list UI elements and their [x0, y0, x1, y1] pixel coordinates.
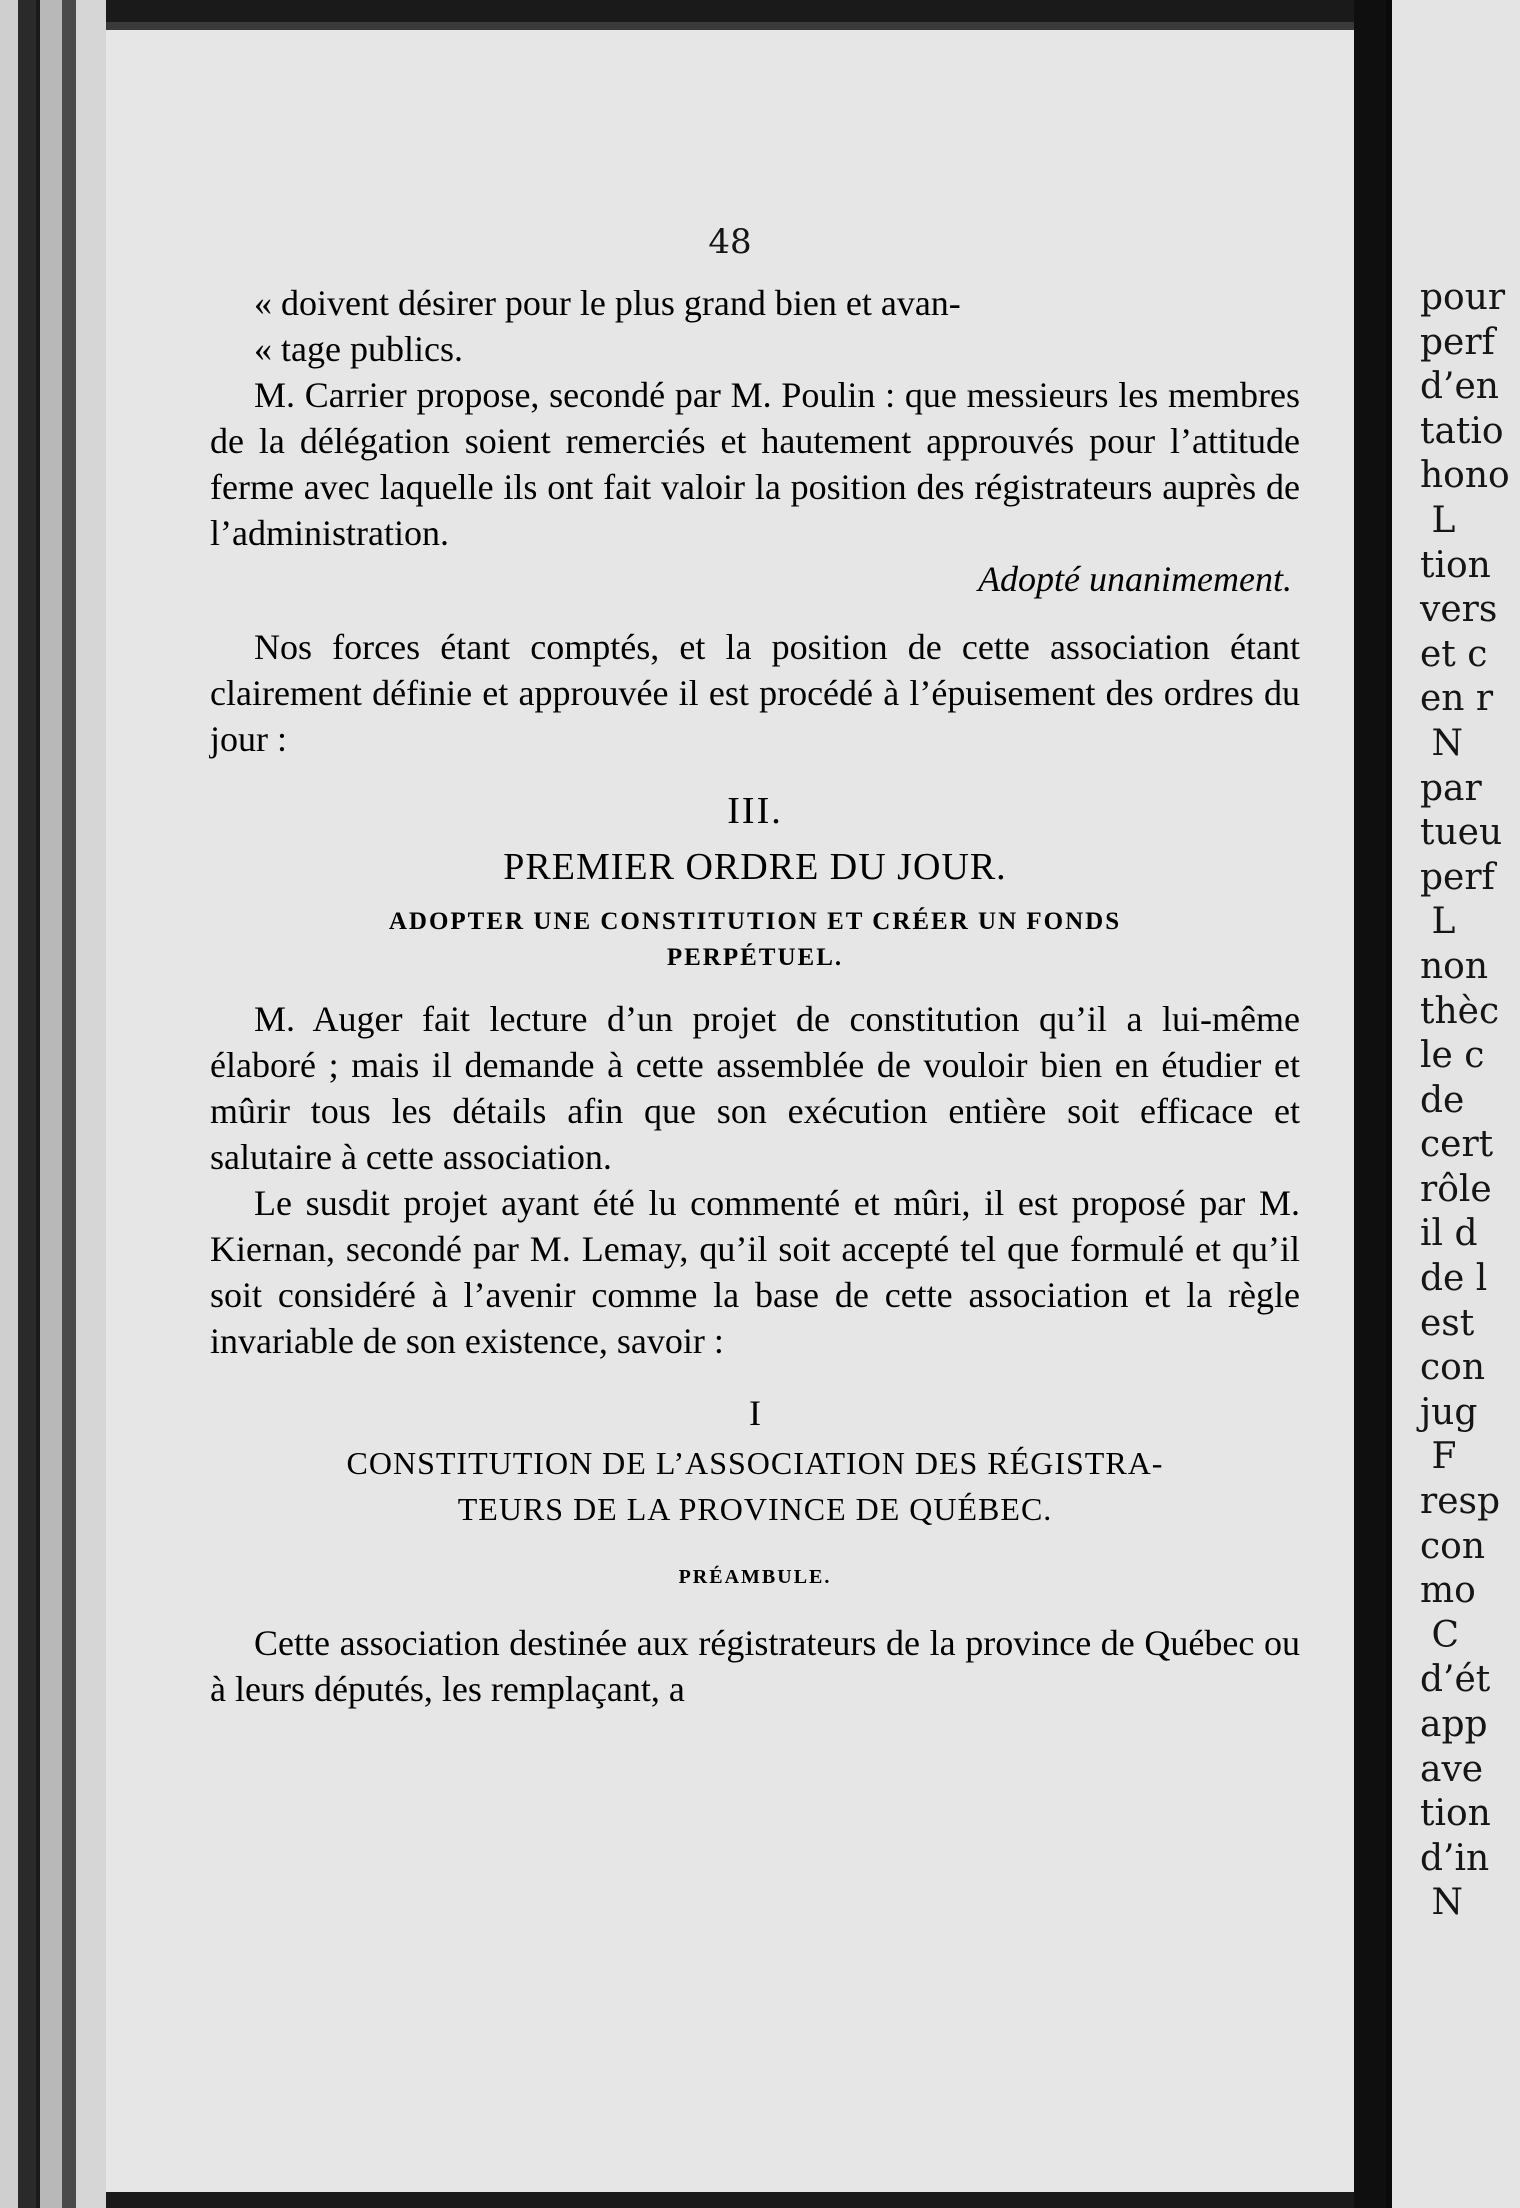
- book-gutter: [1354, 0, 1386, 2208]
- page-edge: [40, 0, 62, 2208]
- preamble-heading: PRÉAMBULE.: [678, 1566, 832, 1588]
- section-title: PREMIER ORDRE DU JOUR.: [503, 846, 1007, 888]
- paragraph: M. Carrier propose, secondé par M. Poulin : que messieurs les membres de la délégation soient remerciés et hautement approuvés pour l’attitude ferme avec laquelle ils ont fait valoir la position des régistrateurs auprès de l’administration.: [210, 375, 1300, 553]
- paragraph: Cette association destinée aux régistrateurs de la province de Québec ou à leurs députés, les remplaçant, a: [210, 1623, 1300, 1709]
- page-text: [210, 180, 1300, 1712]
- right-page: [1386, 0, 1520, 2208]
- right-page-text-fragments: pour perf d’en tatio hono L tion vers et c en r N par tueu perf L non thèc le c de cert rôle il d de l est con jug F resp con mo C d’ét app ave tion d’in N: [1420, 277, 1510, 1924]
- constitution-number: I: [749, 1393, 761, 1433]
- section-number: III.: [727, 790, 783, 832]
- title-line: TEURS DE LA PROVINCE DE QUÉBEC.: [457, 1491, 1053, 1527]
- subheading-line: ADOPTER UNE CONSTITUTION ET CRÉER UN FONDS: [388, 908, 1122, 935]
- paragraph: Nos forces étant comptés, et la position de cette association étant clairement définie et approuvée il est procédé à l’épuisement des ordres du jour :: [210, 627, 1300, 759]
- page-edge: [76, 0, 106, 2208]
- page-edge: [0, 0, 18, 2208]
- subheading-line: PERPÉTUEL.: [666, 944, 844, 971]
- quote-line: « tage publics.: [254, 329, 463, 369]
- page-edge: [18, 0, 36, 2208]
- paragraph: Le susdit projet ayant été lu commenté et mûri, il est proposé par M. Kiernan, secondé par M. Lemay, qu’il soit accepté tel que formulé et qu’il soit considéré à l’avenir comme la base de cette association et la règle invariable de son existence, savoir :: [210, 1183, 1300, 1361]
- title-line: CONSTITUTION DE L’ASSOCIATION DES RÉGISTRA-: [346, 1445, 1164, 1481]
- paragraph: M. Auger fait lecture d’un projet de constitution qu’il a lui-même élaboré ; mais il demande à cette assemblée de vouloir bien en étudier et mûrir tous les détails afin que son exécution entière soit efficace et salutaire à cette association.: [210, 999, 1300, 1177]
- section-subheading: [210, 904, 1300, 976]
- page-edge: [62, 0, 76, 2208]
- quote-line: « doivent désirer pour le plus grand bien et avan-: [254, 283, 961, 323]
- page-number: 48: [708, 222, 752, 262]
- adopted-note: Adopté unanimement.: [978, 559, 1292, 599]
- constitution-title: [210, 1440, 1300, 1532]
